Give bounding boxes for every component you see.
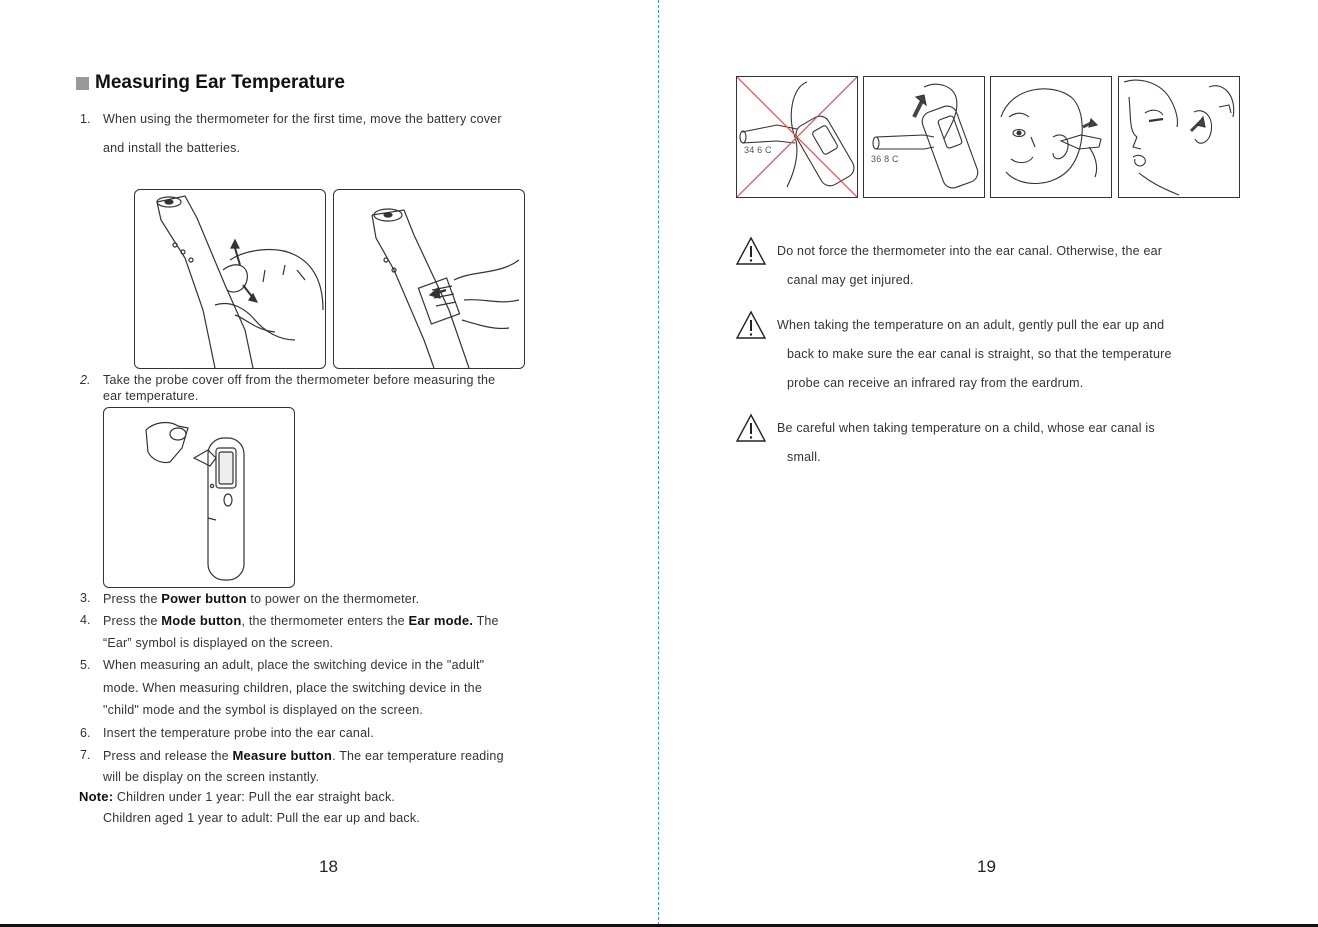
note-line-1 (79, 789, 395, 804)
step-7-post: . The ear temperature reading (332, 749, 504, 763)
step-4-line-2: “Ear” symbol is displayed on the screen. (103, 636, 334, 650)
section-title-text: Measuring Ear Temperature (95, 72, 345, 93)
page-number-right: 19 (977, 857, 996, 876)
child-ear-illustration (990, 76, 1112, 198)
reading-34-6: 34 6 C (744, 145, 772, 155)
reading-36-8: 36 8 C (871, 154, 899, 164)
step-3-number: 3. (80, 591, 91, 605)
page-divider (658, 0, 659, 925)
gray-square-icon (76, 77, 89, 90)
step-7-line-1 (103, 748, 504, 763)
power-button-label: Power button (161, 591, 247, 606)
warning-2-line-1: When taking the temperature on an adult, gently pull the ear up and (777, 318, 1165, 332)
step-2-number: 2. (80, 373, 91, 387)
battery-cover-illustration-2 (333, 189, 525, 369)
step-1-line-1: When using the thermometer for the first time, move the battery cover (103, 112, 502, 126)
step-4-mid: , the thermometer enters the (241, 614, 409, 628)
warning-1-line-2: canal may get injured. (787, 273, 914, 287)
step-4-number: 4. (80, 613, 91, 627)
step-5-line-2: mode. When measuring children, place the switching device in the (103, 681, 482, 695)
step-3-text (103, 591, 419, 606)
step-6-line-1: Insert the temperature probe into the ear canal. (103, 726, 374, 740)
warning-3-line-1: Be careful when taking temperature on a child, whose ear canal is (777, 421, 1155, 435)
step-7-line-2: will be display on the screen instantly. (103, 770, 320, 784)
warning-triangle-icon (736, 310, 766, 340)
ear-mode-label: Ear mode. (408, 613, 474, 628)
note-line-2: Children aged 1 year to adult: Pull the ear up and back. (103, 811, 420, 825)
step-3-post: to power on the thermometer. (246, 592, 420, 606)
step-5-number: 5. (80, 658, 91, 672)
step-2-line-2: ear temperature. (103, 389, 199, 403)
step-5-line-1: When measuring an adult, place the switching device in the "adult" (103, 658, 485, 672)
step-6-number: 6. (80, 726, 91, 740)
page-19 (660, 0, 1318, 925)
warning-2-line-2: back to make sure the ear canal is straight, so that the temperature (787, 347, 1172, 361)
probe-cover-illustration (103, 407, 295, 588)
battery-cover-illustration-1 (134, 189, 326, 369)
note-label: Note: (79, 789, 114, 804)
warning-triangle-icon (736, 236, 766, 266)
page-number-left: 18 (319, 857, 338, 876)
measure-button-label: Measure button (232, 748, 333, 763)
warning-3-line-2: small. (787, 450, 821, 464)
step-4-line-1 (103, 613, 499, 628)
correct-method-illustration (863, 76, 985, 198)
step-7-pre: Press and release the (103, 749, 233, 763)
step-4-post: The (473, 614, 499, 628)
adult-ear-illustration (1118, 76, 1240, 198)
step-5-line-3: "child" mode and the symbol is displayed on the screen. (103, 703, 424, 717)
note-text-1: Children under 1 year: Pull the ear straight back. (113, 790, 396, 804)
step-3-pre: Press the (103, 592, 162, 606)
warning-2-line-3: probe can receive an infrared ray from the eardrum. (787, 376, 1084, 390)
step-7-number: 7. (80, 748, 91, 762)
step-2-line-1: Take the probe cover off from the thermometer before measuring the (103, 373, 496, 387)
page-18 (0, 0, 658, 925)
step-4-pre: Press the (103, 614, 162, 628)
step-1-number: 1. (80, 112, 91, 126)
section-title (76, 72, 345, 94)
step-1-line-2: and install the batteries. (103, 141, 241, 155)
warning-triangle-icon (736, 413, 766, 443)
mode-button-label: Mode button (161, 613, 242, 628)
incorrect-method-illustration (736, 76, 858, 198)
warning-1-line-1: Do not force the thermometer into the ear canal. Otherwise, the ear (777, 244, 1163, 258)
